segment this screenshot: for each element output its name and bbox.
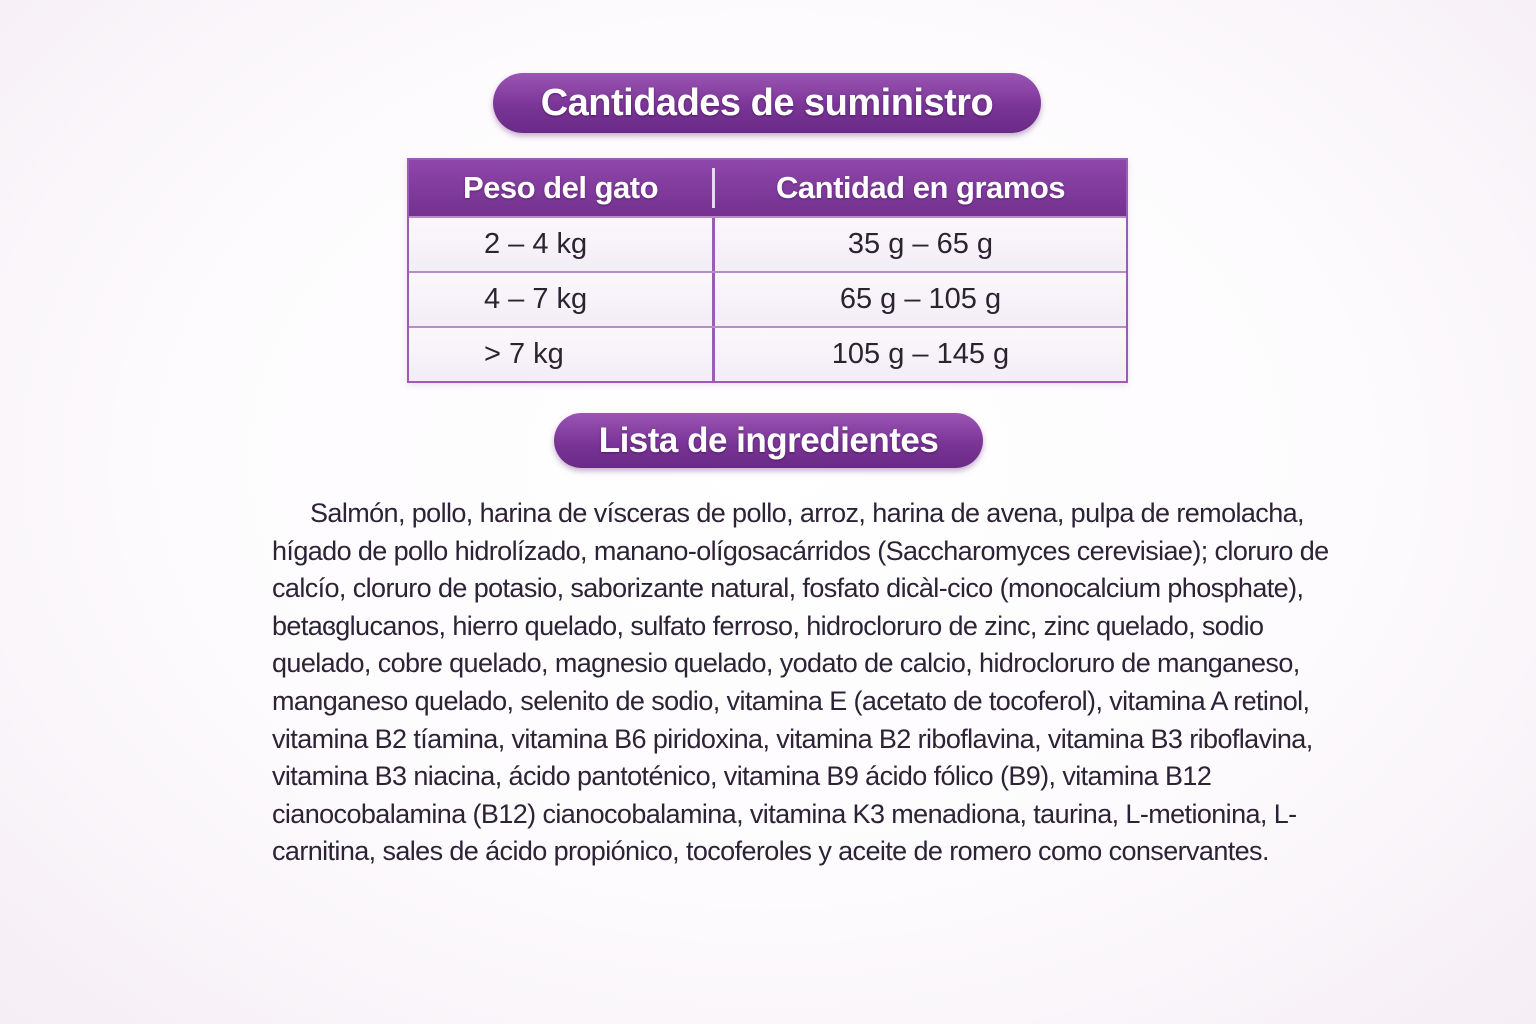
header-amount-grams: Cantidad en gramos xyxy=(776,170,1065,205)
amount-grams-cell: 35 g – 65 g xyxy=(715,218,1126,271)
supply-amounts-title: Cantidades de suministro xyxy=(493,73,1041,133)
cat-weight-cell: 2 – 4 kg xyxy=(409,218,715,271)
ingredients-text-block xyxy=(272,495,1332,871)
table-row xyxy=(409,271,1126,326)
ingredients-list-title: Lista de ingredientes xyxy=(554,413,983,468)
header-cat-weight: Peso del gato xyxy=(409,168,715,208)
cat-weight-cell: > 7 kg xyxy=(409,328,715,381)
cat-weight-cell: 4 – 7 kg xyxy=(409,273,715,326)
ingredients-paragraph: Salmón, pollo, harina de vísceras de pollo, arroz, harina de avena, pulpa de remolacha, hígado de pollo hidrolízado, manano-olígosacárridos (Saccharomyces cerevisiae); cloruro de calcío, cloruro de potasio, saborizante natural, fosfato dicàl-cico (monocalcium phosphate), betaɞglucanos, hierro quelado, sulfato ferroso, hidrocloruro de zinc, zinc quelado, sodio quelado, cobre quelado, magnesio quelado, yodato de calcio, hidrocloruro de manganeso, manganeso quelado, selenito de sodio, vitamina E (acetato de tocoferol), vitamina A retinol, vitamina B2 tíamina, vitamina B6 piridoxina, vitamina B2 riboflavina, vitamina B3 riboflavina, vitamina B3 niacina, ácido pantoténico, vitamina B9 ácido fólico (B9), vitamina B12 cianocobalamina (B12) cianocobalamina, vitamina K3 menadiona, taurina, L-metionina, L-carnitina, sales de ácido propiónico, tocoferoles y aceite de romero como conservantes. xyxy=(272,498,1329,867)
table-row xyxy=(409,216,1126,271)
supply-table-header xyxy=(409,160,1126,216)
amount-grams-cell: 105 g – 145 g xyxy=(715,328,1126,381)
supply-table xyxy=(407,158,1128,383)
table-row xyxy=(409,326,1126,381)
amount-grams-cell: 65 g – 105 g xyxy=(715,273,1126,326)
